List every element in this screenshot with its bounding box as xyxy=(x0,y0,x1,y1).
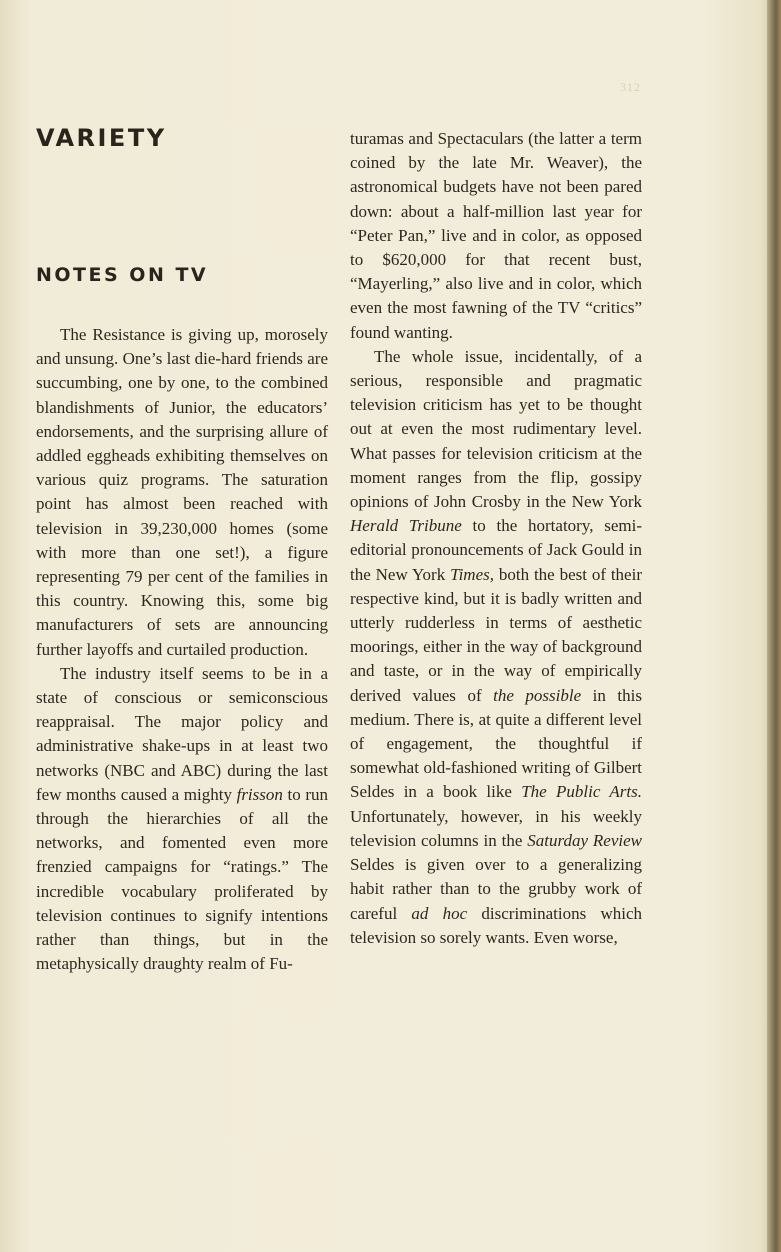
paragraph-text: The industry itself seems to be in a state of conscious or semiconscious reappraisal. The major policy and administrative shake-ups in at least two networks (NBC and ABC) during the last few months caused a mighty xyxy=(36,663,328,804)
paragraph xyxy=(350,127,642,345)
paragraph-text: Seldes is given over to a generalizing habit rather than to the grubby work of careful xyxy=(350,855,642,923)
paragraph-text: to run through the hierarchies of all the networks, and fomented even more frenzied campaigns for “ratings.” The incredible vocabulary proliferated by television continues to signify intentions rather than things, but in the metaphysically draughty realm of Fu- xyxy=(36,784,329,974)
page-number: 312 xyxy=(620,80,641,94)
section-title: VARIETY xyxy=(36,124,167,152)
left-column xyxy=(36,323,328,976)
italic-text: ad hoc xyxy=(411,903,468,923)
paragraph-text: Unfortunately, however, in his weekly television columns in the xyxy=(350,806,642,850)
paragraph-text: turamas and Spectaculars (the latter a term coined by the late Mr. Weaver), the astronomical budgets have not been pared down: about a half-million last year for “Peter Pan,” live and in color, as opposed to $620,000 for that recent bust, “Mayerling,” also live and in color, which even the most fawning of the TV “critics” found wanting. xyxy=(350,129,642,342)
article-title: NOTES ON TV xyxy=(36,264,209,286)
paragraph xyxy=(350,345,642,950)
right-column xyxy=(350,127,642,950)
paragraph-text: both the best of their respective kind, but it is badly written and utterly rudderless in terms of aesthetic moorings, either in the way of background and taste, or in the way of empirically derived values of xyxy=(350,564,642,705)
paragraph xyxy=(36,662,328,977)
italic-text: Herald Tribune xyxy=(350,516,462,536)
paragraph xyxy=(36,323,328,662)
italic-text: The Public Arts. xyxy=(521,782,642,802)
italic-text: Saturday Review xyxy=(527,830,642,850)
paragraph-text: The whole issue, incidentally, of a serious, responsible and pragmatic television criticism has yet to be thought out at even the most rudimentary level. What passes for television criticism at the moment ranges from the flip, gossipy opinions of John Crosby in the New York xyxy=(350,346,642,512)
paragraph-text: The Resistance is giving up, morosely and unsung. One’s last die-hard friends are succumbing, one by one, to the combined blandishments of Junior, the educators’ endorsements, and the surprising allure of addled eggheads exhibiting themselves on various quiz programs. The saturation point has almost been reached with television in 39,230,000 homes (some with more than one set!), a figure representing 79 per cent of the families in this country. Knowing this, some big manufacturers of sets are announcing further layoffs and curtailed production. xyxy=(36,325,328,659)
book-spine-edge xyxy=(767,0,781,1252)
paragraph-text: to the hortatory, semi-editorial pronouncements of Jack Gould in the New York xyxy=(350,516,642,584)
italic-text: the possible xyxy=(493,685,582,705)
paragraph-text: discriminations which television so sorely wants. Even worse, xyxy=(350,903,643,947)
paragraph-text: in this medium. There is, at quite a different level of engagement, the thoughtful if somewhat old-fashioned writing of Gilbert Seldes in a book like xyxy=(350,685,642,802)
italic-text: Times, xyxy=(450,564,494,584)
italic-text: frisson xyxy=(236,784,283,804)
